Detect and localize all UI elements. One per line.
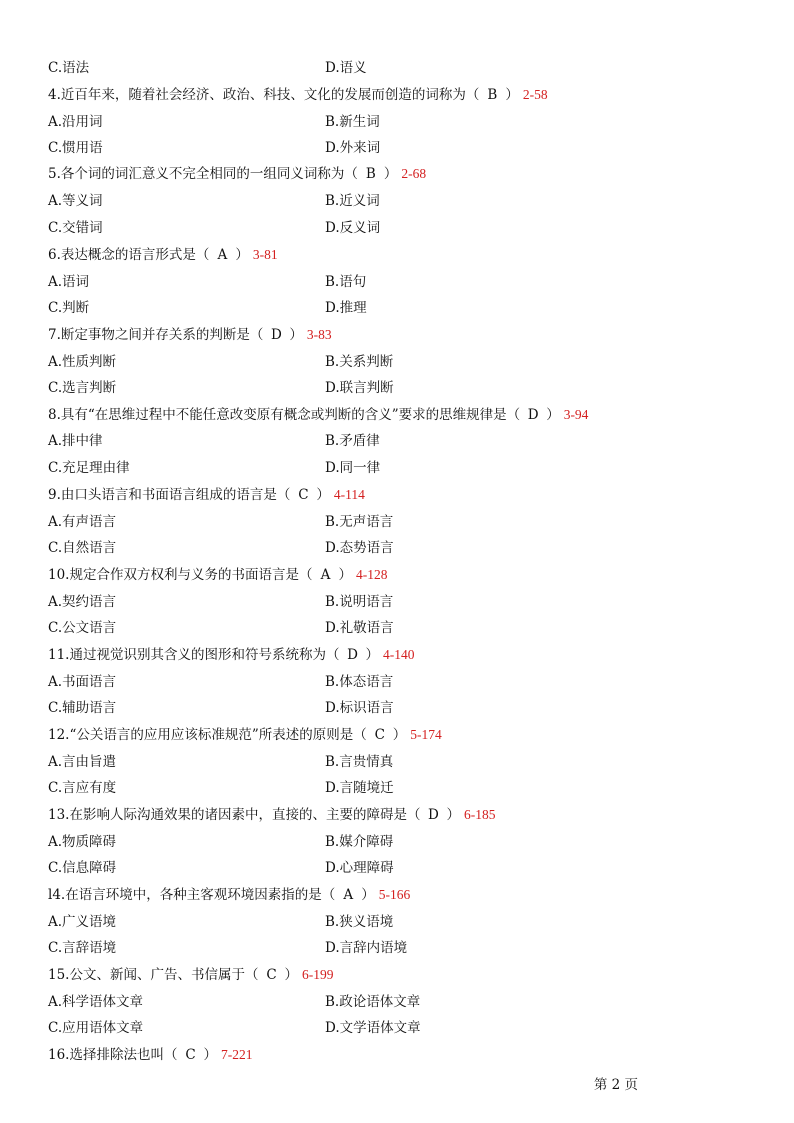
- question-4-text: 4.近百年来，随着社会经济、政治、科技、文化的发展而创造的词称为（: [48, 87, 480, 103]
- q10-option-d: D.礼敬语言: [325, 620, 394, 636]
- page-number: 第 2 页: [593, 1077, 638, 1093]
- q5-options-row-1: [48, 190, 748, 212]
- question-16-text: 16.选择排除法也叫（: [48, 1047, 178, 1063]
- question-6-text: 6.表达概念的语言形式是（: [48, 247, 210, 263]
- question-6-close: ）: [235, 247, 249, 263]
- q5-options-row-2: [48, 217, 748, 239]
- q13-option-b: B.媒介障碍: [325, 834, 394, 850]
- question-6: [48, 244, 278, 266]
- q9-option-c: C.自然语言: [48, 540, 117, 556]
- question-10-answer: A: [320, 567, 331, 583]
- q15-option-d: D.文学语体文章: [325, 1020, 421, 1036]
- question-7-text: 7.断定事物之间并存关系的判断是（: [48, 327, 264, 343]
- q3-option-d: D.语义: [325, 60, 367, 76]
- question-13-close: ）: [446, 807, 460, 823]
- q14-option-c: C.言辞语境: [48, 940, 117, 956]
- question-11-text: 11.通过视觉识别其含义的图形和符号系统称为（: [48, 647, 340, 663]
- q4-options-row-2: [48, 137, 748, 159]
- question-15-ref: 6-199: [301, 967, 334, 982]
- question-8-ref: 3-94: [563, 407, 589, 422]
- q12-option-a: A.言由旨遣: [48, 754, 117, 770]
- question-11: [48, 644, 414, 666]
- q11-options-row-2: [48, 697, 748, 719]
- q13-option-a: A.物质障碍: [48, 834, 117, 850]
- question-5-text: 5.各个词的词汇意义不完全相同的一组同义词称为（: [48, 166, 358, 182]
- q10-options-row-1: [48, 591, 748, 613]
- q3-options-row: [48, 57, 748, 79]
- q12-options-row-1: [48, 751, 748, 773]
- q5-option-b: B.近义词: [325, 193, 380, 209]
- q10-option-a: A.契约语言: [48, 594, 117, 610]
- q4-option-a: A.沿用词: [48, 114, 103, 130]
- question-11-answer: D: [347, 647, 358, 663]
- question-9: [48, 484, 365, 506]
- question-15-text: 15.公文、新闻、广告、书信属于（: [48, 967, 259, 983]
- question-5-ref: 2-68: [401, 166, 427, 181]
- q15-option-b: B.政论语体文章: [325, 994, 421, 1010]
- q8-option-d: D.同一律: [325, 460, 381, 476]
- q3-option-c: C.语法: [48, 60, 90, 76]
- q14-option-a: A.广义语境: [48, 914, 117, 930]
- q9-option-a: A.有声语言: [48, 514, 117, 530]
- q5-option-a: A.等义词: [48, 193, 103, 209]
- q12-option-b: B.言贵情真: [325, 754, 394, 770]
- q15-options-row-2: [48, 1017, 748, 1039]
- question-7: [48, 324, 332, 346]
- q14-options-row-2: [48, 937, 748, 959]
- question-9-close: ）: [316, 487, 330, 503]
- question-6-answer: A: [217, 247, 228, 263]
- question-10-ref: 4-128: [355, 567, 388, 582]
- q14-option-b: B.狭义语境: [325, 914, 394, 930]
- q5-option-d: D.反义词: [325, 220, 381, 236]
- question-4: [48, 84, 548, 106]
- question-12-answer: C: [374, 727, 385, 743]
- q7-option-d: D.联言判断: [325, 380, 394, 396]
- q11-option-b: B.体态语言: [325, 674, 394, 690]
- question-4-answer: B: [487, 87, 498, 103]
- q12-option-c: C.言应有度: [48, 780, 117, 796]
- question-8-text: 8.具有“在思维过程中不能任意改变原有概念或判断的含义”要求的思维规律是（: [48, 407, 521, 423]
- q4-option-c: C.惯用语: [48, 140, 103, 156]
- q4-options-row-1: [48, 111, 748, 133]
- q10-options-row-2: [48, 617, 748, 639]
- question-14: [48, 884, 410, 906]
- q6-option-b: B.语句: [325, 274, 367, 290]
- q6-options-row-2: [48, 297, 748, 319]
- q6-option-a: A.语词: [48, 274, 90, 290]
- q7-options-row-1: [48, 351, 748, 373]
- question-5-close: ）: [383, 166, 398, 182]
- q4-option-b: B.新生词: [325, 114, 380, 130]
- q9-options-row-2: [48, 537, 748, 559]
- q9-options-row-1: [48, 511, 748, 533]
- q11-option-d: D.标识语言: [325, 700, 394, 716]
- q10-option-b: B.说明语言: [325, 594, 394, 610]
- question-14-text: l4.在语言环境中，各种主客观环境因素指的是（: [48, 887, 336, 903]
- question-10-text: 10.规定合作双方权利与义务的书面语言是（: [48, 567, 313, 583]
- question-10-close: ）: [338, 567, 352, 583]
- q7-option-b: B.关系判断: [325, 354, 394, 370]
- question-14-ref: 5-166: [378, 887, 411, 902]
- question-6-ref: 3-81: [252, 247, 278, 262]
- q11-option-c: C.辅助语言: [48, 700, 117, 716]
- q14-option-d: D.言辞内语境: [325, 940, 408, 956]
- q12-options-row-2: [48, 777, 748, 799]
- question-5: [48, 163, 426, 185]
- q13-options-row-1: [48, 831, 748, 853]
- q6-option-c: C.判断: [48, 300, 90, 316]
- q15-option-a: A.科学语体文章: [48, 994, 144, 1010]
- q6-options-row-1: [48, 271, 748, 293]
- q8-option-a: A.排中律: [48, 433, 103, 449]
- q9-option-d: D.态势语言: [325, 540, 394, 556]
- question-12-ref: 5-174: [410, 727, 442, 742]
- q8-option-b: B.矛盾律: [325, 433, 380, 449]
- q14-options-row-1: [48, 911, 748, 933]
- question-11-close: ）: [365, 647, 379, 663]
- question-13-ref: 6-185: [463, 807, 496, 822]
- q11-options-row-1: [48, 671, 748, 693]
- question-15-close: ）: [284, 967, 298, 983]
- question-11-ref: 4-140: [382, 647, 415, 662]
- question-16-close: ）: [203, 1047, 217, 1063]
- question-16-ref: 7-221: [220, 1047, 253, 1062]
- question-13: [48, 804, 495, 826]
- q7-options-row-2: [48, 377, 748, 399]
- question-10: [48, 564, 387, 586]
- q9-option-b: B.无声语言: [325, 514, 394, 530]
- question-12-text: 12.“公关语言的应用应该标准规范”所表述的原则是（: [48, 727, 367, 743]
- question-9-ref: 4-114: [333, 487, 365, 502]
- question-8: [48, 404, 588, 426]
- q8-option-c: C.充足理由律: [48, 460, 130, 476]
- q13-options-row-2: [48, 857, 748, 879]
- q8-options-row-1: [48, 430, 748, 452]
- question-9-text: 9.由口头语言和书面语言组成的语言是（: [48, 487, 291, 503]
- question-4-close: ）: [505, 87, 519, 103]
- question-12-close: ）: [392, 727, 407, 743]
- question-12: [48, 724, 442, 746]
- q7-option-c: C.选言判断: [48, 380, 117, 396]
- question-13-text: 13.在影响人际沟通效果的诸因素中，直接的、主要的障碍是（: [48, 807, 421, 823]
- question-7-ref: 3-83: [306, 327, 332, 342]
- question-7-close: ）: [289, 327, 303, 343]
- q13-option-c: C.信息障碍: [48, 860, 117, 876]
- q6-option-d: D.推理: [325, 300, 367, 316]
- question-14-close: ）: [361, 887, 375, 903]
- q8-options-row-2: [48, 457, 748, 479]
- question-16-answer: C: [185, 1047, 196, 1063]
- question-7-answer: D: [270, 327, 282, 343]
- q5-option-c: C.交错词: [48, 220, 103, 236]
- question-8-close: ）: [546, 407, 560, 423]
- question-13-answer: D: [428, 807, 439, 823]
- q10-option-c: C.公文语言: [48, 620, 117, 636]
- question-16: [48, 1044, 252, 1066]
- q12-option-d: D.言随境迁: [325, 780, 394, 796]
- question-9-answer: C: [298, 487, 309, 503]
- question-14-answer: A: [343, 887, 354, 903]
- question-8-answer: D: [527, 407, 539, 423]
- question-4-ref: 2-58: [522, 87, 548, 102]
- q7-option-a: A.性质判断: [48, 354, 117, 370]
- q4-option-d: D.外来词: [325, 140, 381, 156]
- question-15: [48, 964, 333, 986]
- question-15-answer: C: [266, 967, 277, 983]
- q15-option-c: C.应用语体文章: [48, 1020, 144, 1036]
- q15-options-row-1: [48, 991, 748, 1013]
- q13-option-d: D.心理障碍: [325, 860, 394, 876]
- q11-option-a: A.书面语言: [48, 674, 117, 690]
- question-5-answer: B: [365, 166, 376, 182]
